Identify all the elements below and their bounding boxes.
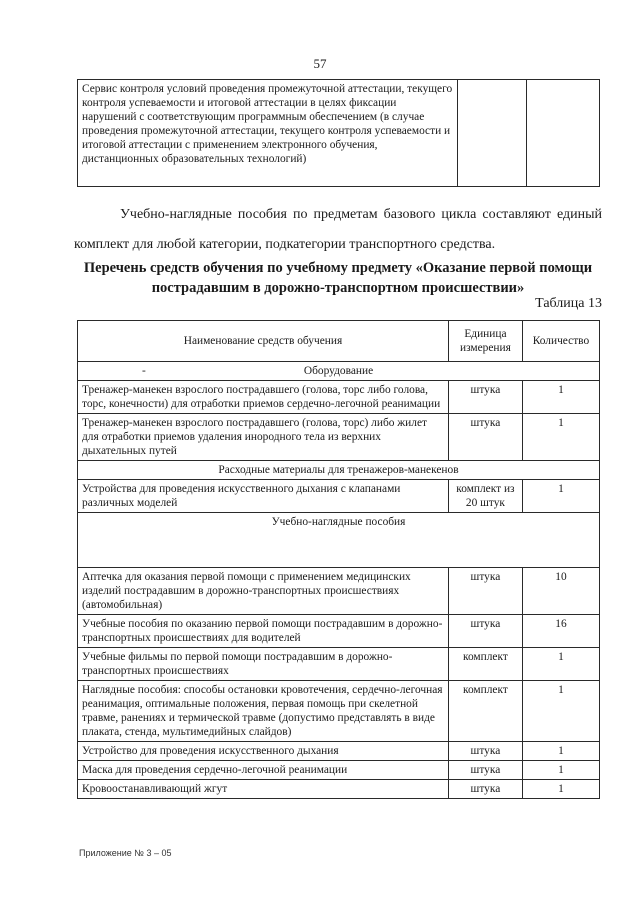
item-name: Тренажер-манекен взрослого пострадавшего (голова, торс либо голова, торс, конечности) для отработки приемов сердечно-легочной реанимации bbox=[78, 381, 449, 414]
item-quantity: 1 bbox=[522, 648, 599, 681]
item-quantity: 1 bbox=[522, 414, 599, 461]
table-label: Таблица 13 bbox=[535, 296, 602, 311]
item-unit: штука bbox=[448, 780, 522, 799]
item-name: Наглядные пособия: способы остановки кровотечения, сердечно-легочная реанимация, оптимальные положения, первая помощь при скелетной травме, ранениях и термической травме (допустимо представлять в виде плаката, стенда, мультимедийных слайдов) bbox=[78, 681, 449, 742]
item-unit: комплект bbox=[448, 648, 522, 681]
item-quantity: 1 bbox=[522, 681, 599, 742]
header-unit: Единица измерения bbox=[448, 321, 522, 362]
item-unit: штука bbox=[448, 568, 522, 615]
item-name: Устройства для проведения искусственного дыхания с клапанами различных моделей bbox=[78, 480, 449, 513]
item-name: Тренажер-манекен взрослого пострадавшего (голова, торс) либо жилет для отработки приемов удаления инородного тела из верхних дыхательных путей bbox=[78, 414, 449, 461]
item-unit: комплект из 20 штук bbox=[448, 480, 522, 513]
section-equipment-label: Оборудование bbox=[303, 365, 374, 377]
item-quantity: 1 bbox=[522, 780, 599, 799]
table-row bbox=[78, 80, 600, 187]
header-name: Наименование средств обучения bbox=[78, 321, 449, 362]
table-row bbox=[78, 381, 600, 414]
item-name: Аптечка для оказания первой помощи с применением медицинских изделий пострадавшим в дорожно-транспортных происшествиях (автомобильная) bbox=[78, 568, 449, 615]
section-visual: Учебно-наглядные пособия bbox=[78, 513, 600, 568]
empty-cell bbox=[527, 80, 600, 187]
item-name: Кровоостанавливающий жгут bbox=[78, 780, 449, 799]
item-quantity: 10 bbox=[522, 568, 599, 615]
item-unit: штука bbox=[448, 615, 522, 648]
section-consumables: Расходные материалы для тренажеров-манекенов bbox=[78, 461, 600, 480]
item-unit: комплект bbox=[448, 681, 522, 742]
section-row-consumables bbox=[78, 461, 600, 480]
table-row bbox=[78, 648, 600, 681]
item-unit: штука bbox=[448, 742, 522, 761]
item-unit: штука bbox=[448, 761, 522, 780]
item-quantity: 16 bbox=[522, 615, 599, 648]
section-equipment bbox=[78, 362, 600, 381]
item-name: Устройство для проведения искусственного дыхания bbox=[78, 742, 449, 761]
item-quantity: 1 bbox=[522, 742, 599, 761]
item-quantity: 1 bbox=[522, 381, 599, 414]
item-name: Учебные пособия по оказанию первой помощи пострадавшим в дорожно-транспортных происшествиях для водителей bbox=[78, 615, 449, 648]
table-row bbox=[78, 480, 600, 513]
section-row-equipment bbox=[78, 362, 600, 381]
training-means-table bbox=[77, 320, 600, 799]
service-description: Сервис контроля условий проведения промежуточной аттестации, текущего контроля успеваемости и итоговой аттестации в целях фиксации нарушений с соответствующим программным обеспечением (в случае проведения промежуточной аттестации, текущего контроля успеваемости и итоговой аттестации с применением электронного обучения, дистанционных образовательных технологий) bbox=[78, 80, 458, 187]
table-row bbox=[78, 568, 600, 615]
item-quantity: 1 bbox=[522, 761, 599, 780]
item-name: Учебные фильмы по первой помощи пострадавшим в дорожно-транспортных происшествиях bbox=[78, 648, 449, 681]
page-footer: Приложение № 3 – 05 bbox=[79, 848, 172, 858]
item-quantity: 1 bbox=[522, 480, 599, 513]
header-quantity: Количество bbox=[522, 321, 599, 362]
table-row bbox=[78, 681, 600, 742]
list-heading: Перечень средств обучения по учебному предмету «Оказание первой помощи пострадавшим в дорожно-транспортном происшествии» bbox=[83, 260, 593, 296]
section-dash: - bbox=[142, 365, 146, 377]
section-row-visual bbox=[78, 513, 600, 568]
table-row bbox=[78, 742, 600, 761]
table-row bbox=[78, 780, 600, 799]
intro-paragraph: Учебно-наглядные пособия по предметам базового цикла составляют единый комплект для любой категории, подкатегории транспортного средства. bbox=[74, 207, 602, 252]
item-unit: штука bbox=[448, 381, 522, 414]
page-number: 57 bbox=[313, 56, 327, 71]
table-row bbox=[78, 414, 600, 461]
table-row bbox=[78, 761, 600, 780]
item-name: Маска для проведения сердечно-легочной реанимации bbox=[78, 761, 449, 780]
table-row bbox=[78, 615, 600, 648]
empty-cell bbox=[457, 80, 527, 187]
item-unit: штука bbox=[448, 414, 522, 461]
service-table bbox=[77, 79, 600, 187]
table-header-row bbox=[78, 321, 600, 362]
